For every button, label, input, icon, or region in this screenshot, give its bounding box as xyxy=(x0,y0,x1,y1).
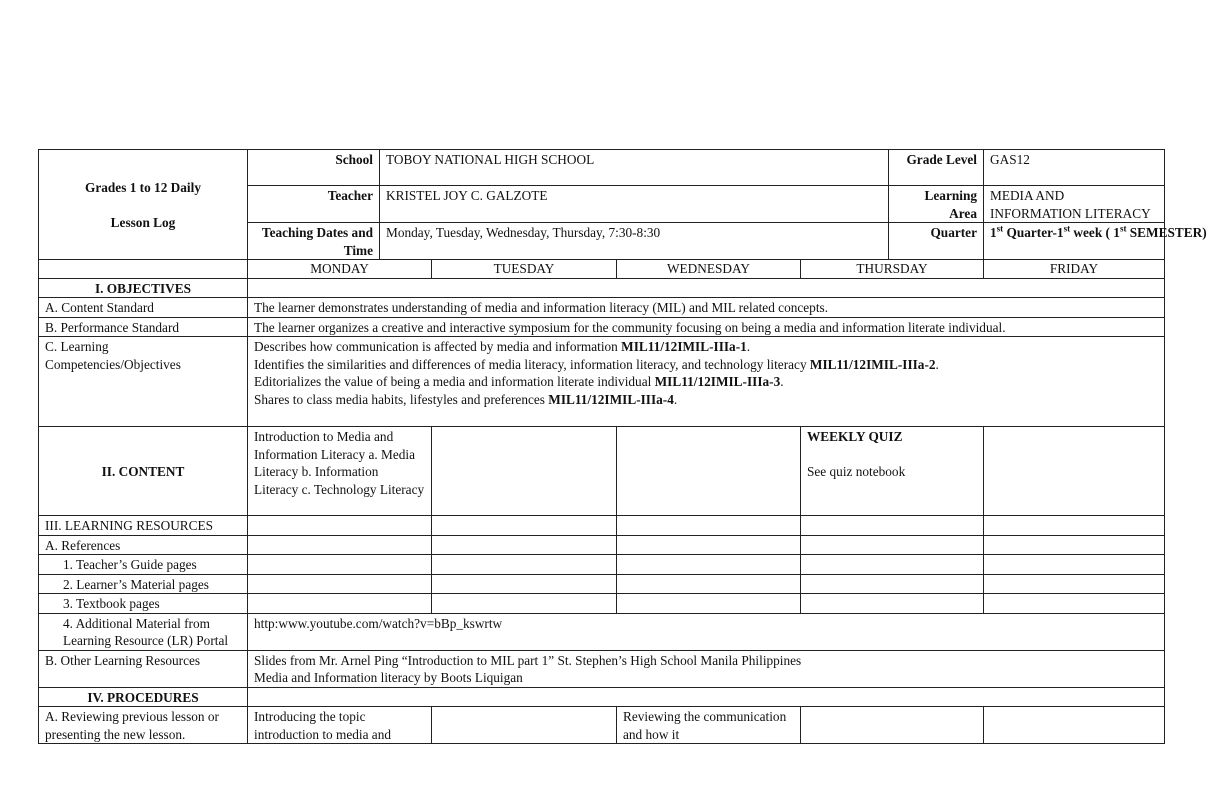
content-standard-label: A. Content Standard xyxy=(39,298,248,318)
additional-material-label-text: 4. Additional Material from Learning Resource (LR) Portal xyxy=(63,615,229,648)
competency-1 xyxy=(254,338,1158,356)
procedure-a-thursday xyxy=(801,707,984,744)
weekly-quiz-note: See quiz notebook xyxy=(807,463,906,479)
content-monday: Introduction to Media and Information Literacy a. Media Literacy b. Information Literacy c. Technology Literacy xyxy=(248,427,432,516)
tb-friday xyxy=(984,594,1165,614)
quarter-part4: SEMESTER) xyxy=(1126,225,1207,240)
ref-thursday xyxy=(801,535,984,555)
performance-standard-value: The learner organizes a creative and interactive symposium for the community focusing on being a media and information literate individual. xyxy=(248,317,1165,337)
procedure-a-label: A. Reviewing previous lesson or presenting the new lesson. xyxy=(39,707,248,744)
quarter-value xyxy=(984,223,1207,260)
other-resources-value xyxy=(248,650,1165,687)
competency-2-code: MIL11/12IMIL-IIIa-2 xyxy=(809,356,936,372)
procedures-heading: IV. PROCEDURES xyxy=(39,687,248,707)
teacher-value: KRISTEL JOY C. GALZOTE xyxy=(380,186,889,223)
tb-tuesday xyxy=(432,594,617,614)
day-friday: FRIDAY xyxy=(984,260,1165,279)
quarter-sup2: st xyxy=(1063,223,1071,234)
log-title-line2: Lesson Log xyxy=(110,215,176,230)
day-tuesday: TUESDAY xyxy=(432,260,617,279)
other-resources-line2: Media and Information literacy by Boots Liquigan xyxy=(254,670,523,685)
performance-standard-label: B. Performance Standard xyxy=(39,317,248,337)
competency-2-text: Identifies the similarities and differences of media literacy, information literacy, and technology literacy xyxy=(254,356,810,372)
content-wednesday xyxy=(617,427,801,516)
learners-material-label: 2. Learner’s Material pages xyxy=(39,574,248,594)
weekly-quiz-title: WEEKLY QUIZ xyxy=(807,429,903,444)
school-label: School xyxy=(248,150,380,186)
competency-3-text: Editorializes the value of being a media and information literate individual xyxy=(254,374,655,389)
school-value: TOBOY NATIONAL HIGH SCHOOL xyxy=(380,150,889,186)
quarter-sup3: st xyxy=(1119,223,1127,234)
learning-area-value: MEDIA AND INFORMATION LITERACY xyxy=(984,186,1165,223)
lm-monday xyxy=(248,574,432,594)
grade-value: GAS12 xyxy=(984,150,1165,186)
days-blank xyxy=(39,260,248,279)
quarter-part2: Quarter-1 xyxy=(1003,225,1064,240)
content-friday xyxy=(984,427,1165,516)
competency-1-end: . xyxy=(746,339,751,354)
lm-friday xyxy=(984,574,1165,594)
teacher-label: Teacher xyxy=(248,186,380,223)
ref-monday xyxy=(248,535,432,555)
tb-thursday xyxy=(801,594,984,614)
competency-1-code: MIL11/12IMIL-IIIa-1 xyxy=(621,339,747,354)
ref-wednesday xyxy=(617,535,801,555)
tb-wednesday xyxy=(617,594,801,614)
res-friday xyxy=(984,516,1165,536)
lm-wednesday xyxy=(617,574,801,594)
quarter-part1: 1 xyxy=(990,225,997,240)
ref-friday xyxy=(984,535,1165,555)
content-thursday xyxy=(801,427,984,516)
ref-tuesday xyxy=(432,535,617,555)
tg-thursday xyxy=(801,555,984,575)
procedure-a-wednesday: Reviewing the communication and how it xyxy=(617,707,801,744)
quarter-sup1: st xyxy=(996,223,1004,234)
dates-value: Monday, Tuesday, Wednesday, Thursday, 7:30-8:30 xyxy=(380,223,889,260)
log-title xyxy=(39,150,248,260)
res-thursday xyxy=(801,516,984,536)
competencies-list xyxy=(248,337,1165,427)
objectives-blank xyxy=(248,278,1165,298)
competency-4-code: MIL11/12IMIL-IIIa-4 xyxy=(548,391,674,407)
content-tuesday xyxy=(432,427,617,516)
competency-1-text: Describes how communication is affected by media and information xyxy=(254,339,622,354)
procedure-a-friday xyxy=(984,707,1165,744)
lm-thursday xyxy=(801,574,984,594)
competency-4-text: Shares to class media habits, lifestyles and preferences xyxy=(254,391,549,407)
competencies-label: C. Learning Competencies/Objectives xyxy=(39,337,248,427)
res-monday xyxy=(248,516,432,536)
res-tuesday xyxy=(432,516,617,536)
procedure-a-tuesday xyxy=(432,707,617,744)
additional-material-value[interactable]: http:www.youtube.com/watch?v=bBp_kswrtw xyxy=(248,613,1165,650)
learning-area-label: Learning Area xyxy=(889,186,984,223)
content-heading: II. CONTENT xyxy=(39,427,248,516)
references-label: A. References xyxy=(39,535,248,555)
competency-3-code: MIL11/12IMIL-IIIa-3 xyxy=(654,374,781,389)
log-title-line1: Grades 1 to 12 Daily xyxy=(85,179,201,195)
textbook-label: 3. Textbook pages xyxy=(39,594,248,614)
lm-tuesday xyxy=(432,574,617,594)
day-thursday: THURSDAY xyxy=(801,260,984,279)
dates-label: Teaching Dates and Time xyxy=(248,223,380,260)
resources-heading: III. LEARNING RESOURCES xyxy=(39,516,248,536)
content-standard-value: The learner demonstrates understanding of media and information literacy (MIL) and MIL related concepts. xyxy=(248,298,1165,318)
competency-2 xyxy=(254,356,1158,374)
day-monday: MONDAY xyxy=(248,260,432,279)
procedure-a-monday: Introducing the topic introduction to media and xyxy=(248,707,432,744)
quarter-label: Quarter xyxy=(889,223,984,260)
other-resources-line1: Slides from Mr. Arnel Ping “Introduction to MIL part 1” St. Stephen’s High School Manila Philippines xyxy=(254,652,802,668)
teachers-guide-label: 1. Teacher’s Guide pages xyxy=(39,555,248,575)
objectives-heading: I. OBJECTIVES xyxy=(39,278,248,298)
quarter-part3: week ( 1 xyxy=(1070,225,1120,240)
res-wednesday xyxy=(617,516,801,536)
day-wednesday: WEDNESDAY xyxy=(617,260,801,279)
tg-wednesday xyxy=(617,555,801,575)
competency-4-end: . xyxy=(673,391,678,407)
competency-2-end: . xyxy=(935,356,939,372)
lesson-log-table xyxy=(38,149,1207,744)
tg-monday xyxy=(248,555,432,575)
competency-4 xyxy=(254,391,1158,409)
procedures-blank xyxy=(248,687,1165,707)
tg-friday xyxy=(984,555,1165,575)
tg-tuesday xyxy=(432,555,617,575)
competency-3-end: . xyxy=(780,374,784,389)
additional-material-label xyxy=(39,613,248,650)
other-resources-label: B. Other Learning Resources xyxy=(39,650,248,687)
competency-3 xyxy=(254,373,1158,391)
tb-monday xyxy=(248,594,432,614)
grade-label: Grade Level xyxy=(889,150,984,186)
